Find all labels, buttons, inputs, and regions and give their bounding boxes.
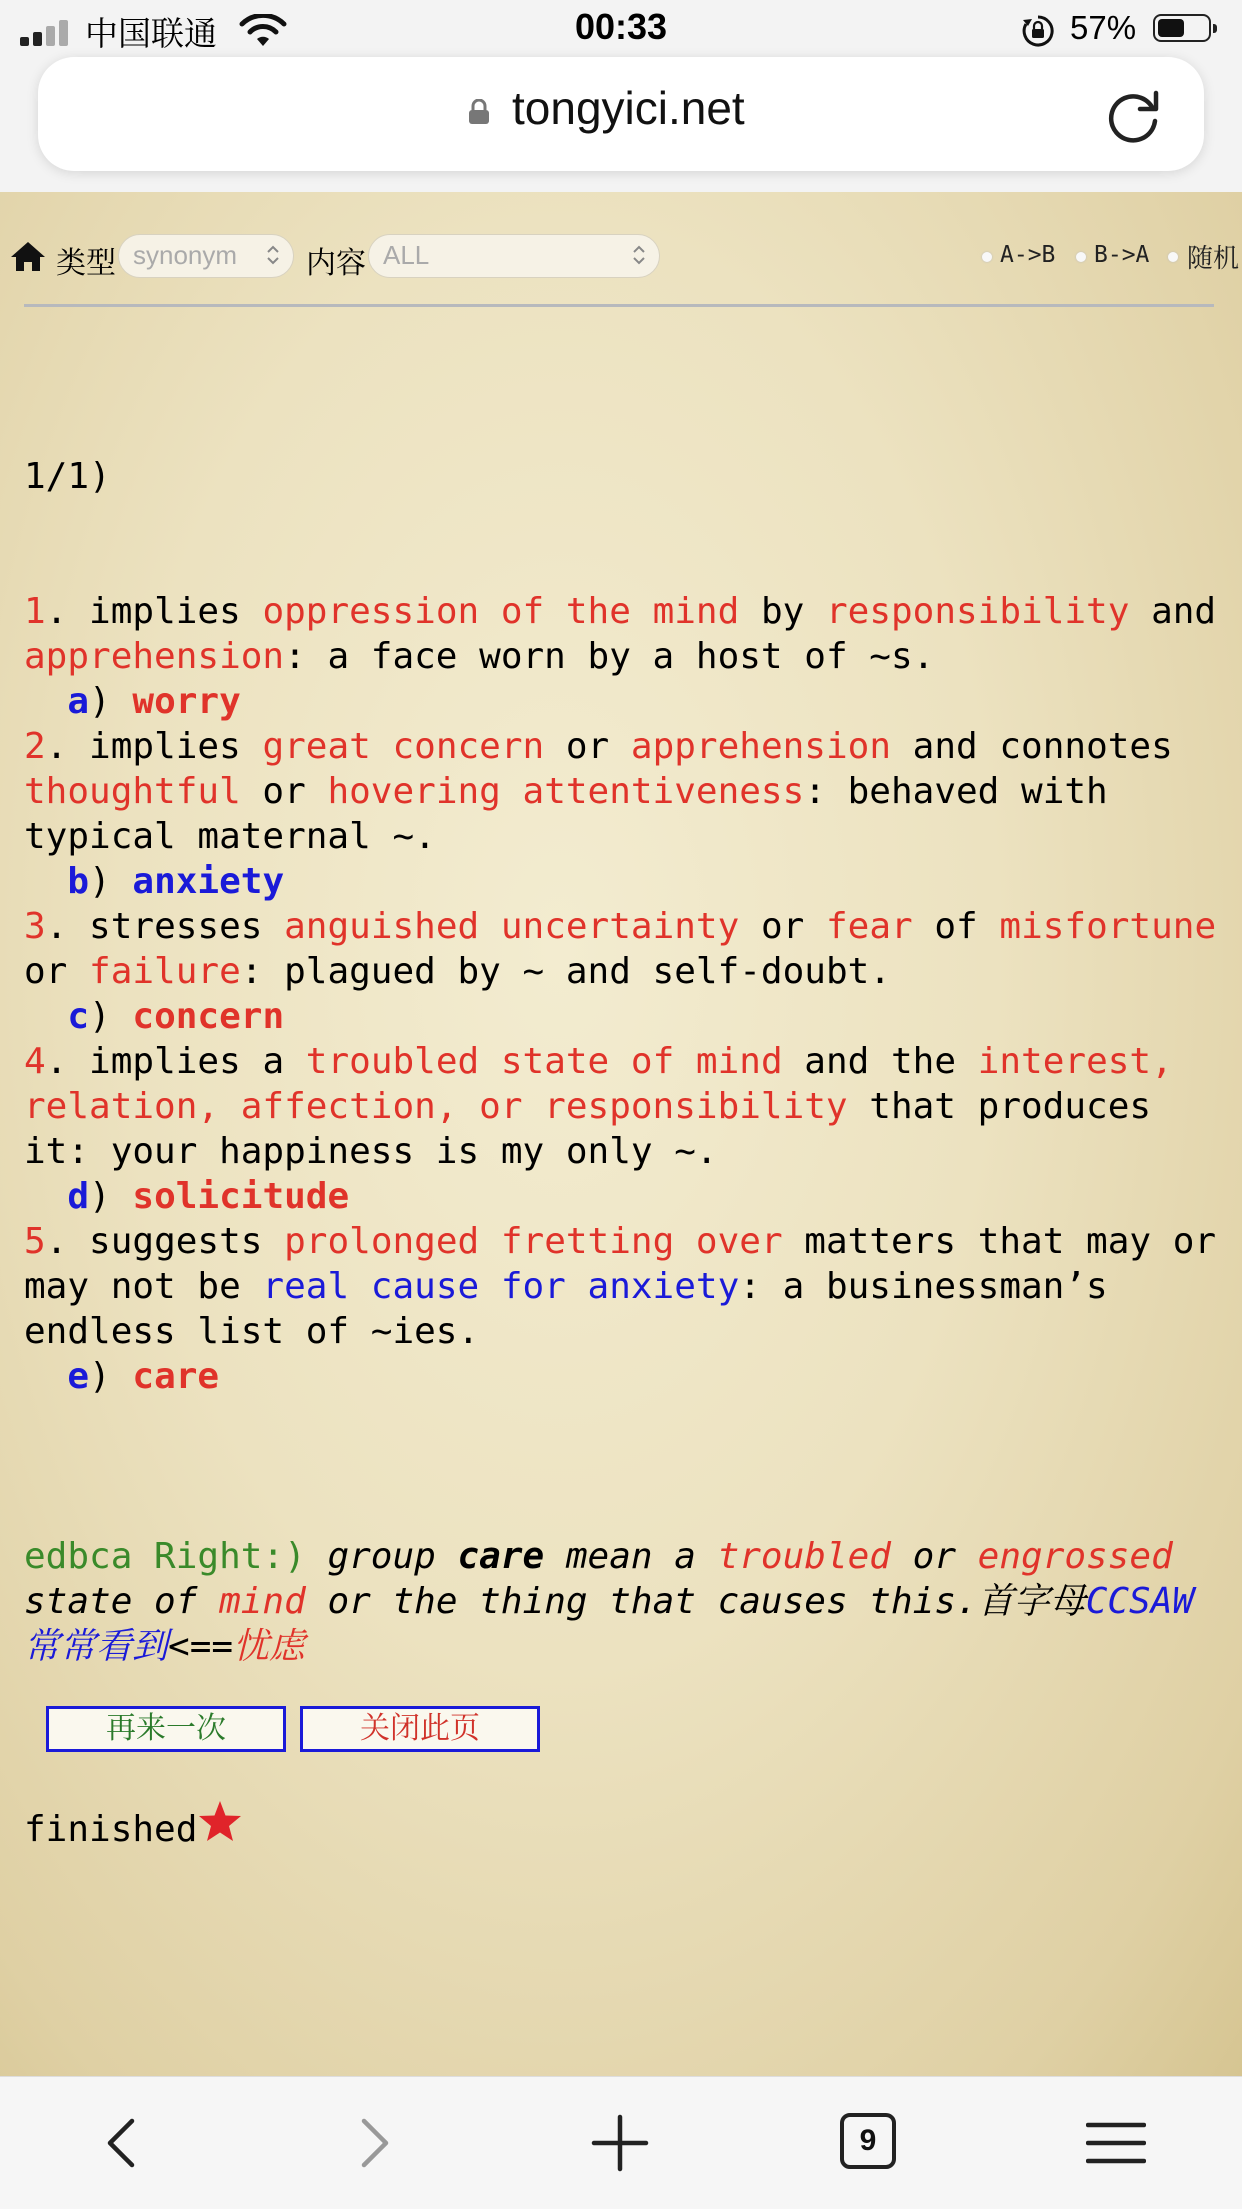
definition-segment: thoughtful	[24, 771, 241, 812]
battery-percent: 57%	[1070, 9, 1137, 46]
try-again-button[interactable]: 再来一次	[46, 1706, 286, 1752]
definition-segment: implies a	[89, 1041, 306, 1082]
select-chevron-icon	[631, 242, 647, 268]
definition-segment: and connotes	[891, 726, 1195, 767]
definition-segment: : plagued by ~ and self-doubt.	[240, 951, 891, 992]
page-content	[0, 192, 1242, 2076]
definition-segment: real cause for anxiety	[262, 1266, 740, 1307]
answer-line: b) anxiety	[67, 861, 285, 902]
radio-ba[interactable]	[1076, 252, 1086, 262]
quiz-items	[24, 589, 1238, 1399]
result-segment: 忧虑	[233, 1626, 306, 1667]
answer-word: worry	[132, 681, 241, 722]
browser-chrome	[0, 0, 1242, 192]
answer-word: care	[132, 1356, 220, 1397]
quiz-item: 3. stresses anguished uncertainty or fear of misfortune or failure: plagued by ~ and self-doubt. c) concern	[24, 906, 1238, 1037]
rotation-lock-icon	[1021, 14, 1055, 48]
result-answer: edbca Right:)	[24, 1536, 306, 1577]
definition-segment: : a businessman’s endless list of ~ies.	[24, 1266, 1130, 1352]
definition-segment: and	[1129, 591, 1238, 632]
definition-segment: great concern	[262, 726, 545, 767]
menu-icon[interactable]	[1086, 2113, 1146, 2173]
result-text	[24, 1534, 1224, 1669]
forward-icon[interactable]	[342, 2113, 402, 2173]
type-label: 类型	[56, 247, 116, 280]
answer-letter: d	[67, 1176, 90, 1217]
result-segment: or	[890, 1536, 978, 1577]
answer-letter: b	[67, 861, 90, 902]
quiz-item: 1. implies oppression of the mind by responsibility and apprehension: a face worn by a host of ~s. a) worry	[24, 591, 1238, 722]
result-segment: care	[457, 1536, 545, 1577]
result-segment: CCSAW	[1085, 1581, 1195, 1622]
tabs-button[interactable]: 9	[840, 2113, 896, 2169]
content-select[interactable]	[368, 234, 660, 278]
select-chevron-icon	[265, 242, 281, 268]
answer-letter: c	[67, 996, 90, 1037]
definition-segment: hovering attentiveness	[327, 771, 805, 812]
definition-segment: oppression of the mind	[262, 591, 740, 632]
content-label: 内容	[306, 247, 366, 280]
definition-segment: suggests	[89, 1221, 285, 1262]
radio-ba-label: B->A	[1094, 242, 1150, 268]
browser-toolbar	[0, 2076, 1242, 2209]
finished-line	[24, 1799, 1224, 1852]
definition-segment: implies	[89, 726, 263, 767]
answer-line: d) solicitude	[67, 1176, 350, 1217]
address-bar[interactable]	[38, 57, 1204, 171]
definition-segment: and the	[782, 1041, 978, 1082]
definition-segment: or	[739, 906, 826, 947]
definition-segment: or	[240, 771, 328, 812]
definition-segment: or	[24, 906, 1238, 992]
definition-segment: anguished uncertainty	[284, 906, 740, 947]
definition-segment: prolonged fretting over	[284, 1221, 783, 1262]
status-bar	[0, 0, 1242, 60]
result-segment: group	[305, 1536, 458, 1577]
lock-icon	[468, 99, 490, 125]
quiz-item: 4. implies a troubled state of mind and the interest, relation, affection, or responsibility that produces it: your happiness is my only ~. d) solicitude	[24, 1039, 1224, 1219]
definition-segment: stresses	[89, 906, 285, 947]
radio-ab[interactable]	[982, 252, 992, 262]
item-number: 2	[24, 726, 46, 767]
result-segment: mind	[219, 1581, 306, 1622]
result-segment: mean a	[544, 1536, 718, 1577]
answer-letter: a	[67, 681, 90, 722]
definition-segment: implies	[89, 591, 263, 632]
item-number: 1	[24, 591, 46, 632]
back-icon[interactable]	[94, 2113, 154, 2173]
result-segment: 首字母	[977, 1581, 1086, 1622]
answer-word: concern	[132, 996, 285, 1037]
answer-letter: e	[67, 1356, 90, 1397]
definition-segment: apprehension	[24, 636, 285, 677]
answer-word: anxiety	[132, 861, 285, 902]
type-select[interactable]	[118, 234, 294, 278]
definition-segment: misfortune	[999, 906, 1217, 947]
quiz-counter: 1/1)	[24, 456, 111, 497]
url-text[interactable]: tongyici.net	[512, 82, 745, 134]
result-segment: <==	[168, 1626, 234, 1667]
finished-label: finished	[24, 1809, 198, 1850]
definition-segment: : behaved with typical maternal ~.	[24, 771, 1130, 857]
definition-segment: fear	[825, 906, 913, 947]
result-segment: 常常看到	[24, 1626, 169, 1667]
radio-random-label: 随机	[1187, 244, 1240, 274]
definition-segment: failure	[89, 951, 241, 992]
close-page-button[interactable]: 关闭此页	[300, 1706, 540, 1752]
definition-segment: of	[912, 906, 1000, 947]
type-select-value: synonym	[133, 240, 238, 270]
status-time: 00:33	[574, 6, 668, 47]
definition-segment: responsibility	[825, 591, 1130, 632]
definition-segment: that produces it: your happiness is my only ~.	[24, 1086, 1173, 1172]
divider	[24, 304, 1214, 307]
filter-toolbar	[0, 228, 1242, 284]
reload-icon[interactable]	[1104, 85, 1164, 145]
radio-ab-label: A->B	[1000, 242, 1056, 268]
home-icon[interactable]	[10, 240, 46, 272]
new-tab-icon[interactable]	[590, 2113, 650, 2173]
result-segment: state of	[24, 1536, 1195, 1622]
quiz-item: 2. implies great concern or apprehension and connotes thoughtful or hovering attentiveness: behaved with typical maternal ~. b) anxiety	[24, 724, 1224, 904]
answer-line: c) concern	[67, 996, 285, 1037]
item-number: 5	[24, 1221, 46, 1262]
definition-segment: troubled state of mind	[305, 1041, 783, 1082]
definition-segment: by	[739, 591, 826, 632]
definition-segment: interest, relation, affection, or responsibility	[24, 1041, 1195, 1127]
content-select-value: ALL	[383, 240, 430, 270]
star-icon	[197, 1799, 243, 1845]
radio-random[interactable]	[1168, 252, 1178, 262]
quiz-item: 5. suggests prolonged fretting over matters that may or may not be real cause for anxiety: a businessman’s endless list of ~ies. e) care	[24, 1221, 1238, 1397]
definition-segment: or	[544, 726, 631, 767]
definition-segment: matters that may or may not be	[24, 1221, 1238, 1307]
carrier-name: 中国联通	[85, 15, 217, 52]
answer-word: solicitude	[132, 1176, 350, 1217]
item-number: 3	[24, 906, 46, 947]
answer-line: a) worry	[67, 681, 241, 722]
battery-icon	[1153, 14, 1211, 42]
item-number: 4	[24, 1041, 46, 1082]
result-segment: or the thing that causes this.	[305, 1581, 978, 1622]
result-segment: engrossed	[977, 1536, 1173, 1577]
result-segment: troubled	[717, 1536, 891, 1577]
answer-line: e) care	[67, 1356, 220, 1397]
definition-segment: apprehension	[630, 726, 891, 767]
definition-segment: : a face worn by a host of ~s.	[284, 636, 935, 677]
